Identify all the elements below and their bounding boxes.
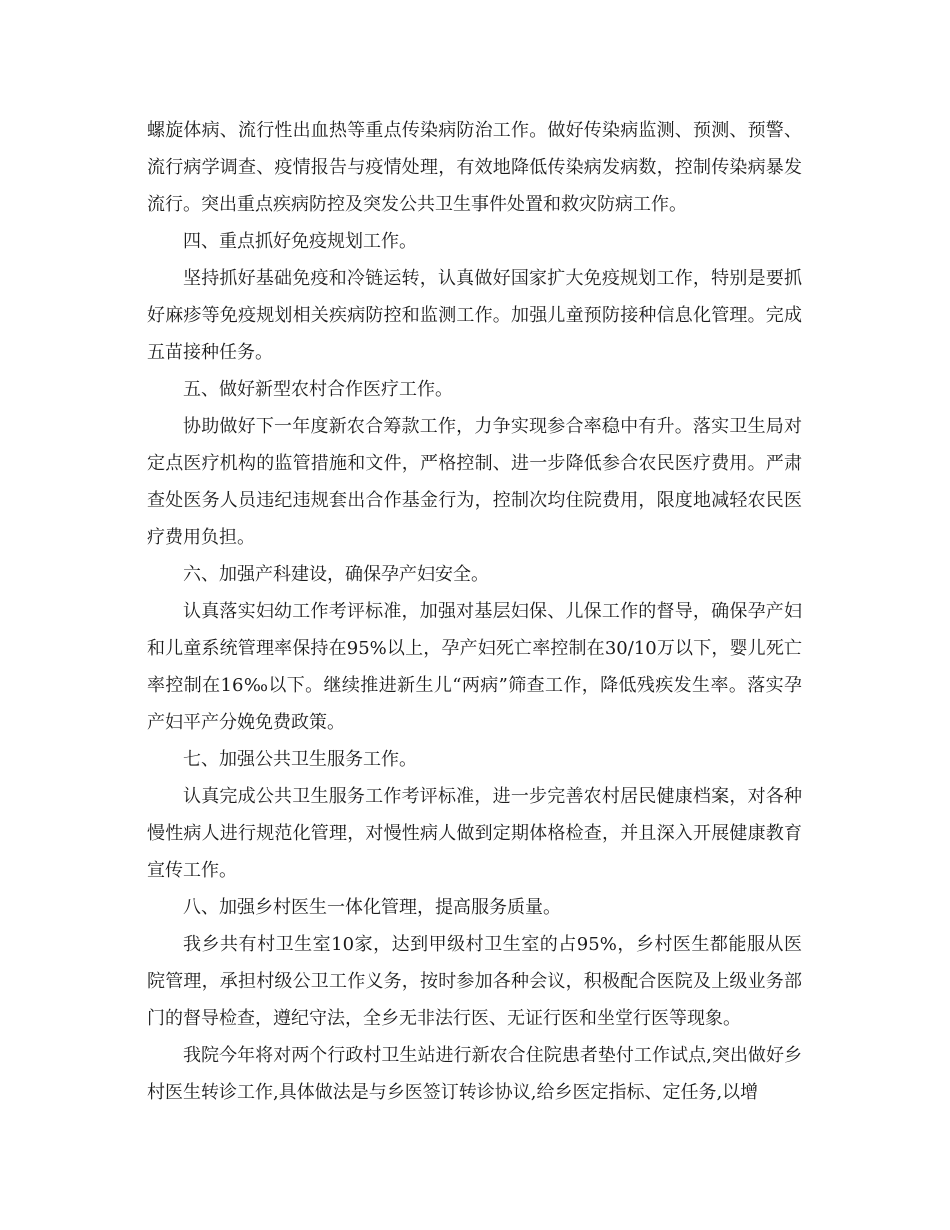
paragraph-rural-cooperative-medical: 协助做好下一年度新农合筹款工作，力争实现参合率稳中有升。落实卫生局对定点医疗机构的监管措施和文件，严格控制、进一步降低参合农民医疗费用。严肃查处医务人员违纪违规套出合作基金行为，控制次均住院费用，限度地减轻农民医疗费用负担。 xyxy=(147,416,802,548)
section-heading-obstetrics: 六、加强产科建设，确保孕产妇安全。 xyxy=(183,564,489,585)
section-heading-public-health: 七、加强公共卫生服务工作。 xyxy=(183,749,417,770)
paragraph-obstetrics: 认真落实妇幼工作考评标准，加强对基层妇保、儿保工作的督导，确保孕产妇和儿童系统管理率保持在95%以上，孕产妇死亡率控制在30/10万以下，婴儿死亡率控制在16‰以下。继续推进新生儿“两病”筛查工作，降低残疾发生率。落实孕产妇平产分娩免费政策。 xyxy=(147,601,802,733)
paragraph-public-health: 认真完成公共卫生服务工作考评标准，进一步完善农村居民健康档案，对各种慢性病人进行规范化管理，对慢性病人做到定期体格检查，并且深入开展健康教育宣传工作。 xyxy=(147,786,802,881)
section-heading-rural-cooperative-medical: 五、做好新型农村合作医疗工作。 xyxy=(183,379,453,400)
section-heading-village-doctors: 八、加强乡村医生一体化管理，提高服务质量。 xyxy=(183,897,561,918)
paragraph-referral-pilot: 我院今年将对两个行政村卫生站进行新农合住院患者垫付工作试点,突出做好乡村医生转诊工作,具体做法是与乡医签订转诊协议,给乡医定指标、定任务,以增 xyxy=(147,1045,802,1103)
document-body xyxy=(147,112,802,1111)
section-heading-immunization: 四、重点抓好免疫规划工作。 xyxy=(183,231,417,252)
paragraph-infectious-disease-continuation: 螺旋体病、流行性出血热等重点传染病防治工作。做好传染病监测、预测、预警、流行病学调查、疫情报告与疫情处理，有效地降低传染病发病数，控制传染病暴发流行。突出重点疾病防控及突发公共卫生事件处置和救灾防病工作。 xyxy=(147,120,802,215)
paragraph-immunization: 坚持抓好基础免疫和冷链运转，认真做好国家扩大免疫规划工作，特别是要抓好麻疹等免疫规划相关疾病防控和监测工作。加强儿童预防接种信息化管理。完成五苗接种任务。 xyxy=(147,268,802,363)
paragraph-village-doctors: 我乡共有村卫生室10家，达到甲级村卫生室的占95%，乡村医生都能服从医院管理，承担村级公卫工作义务，按时参加各种会议，积极配合医院及上级业务部门的督导检查，遵纪守法，全乡无非法行医、无证行医和坐堂行医等现象。 xyxy=(147,934,802,1029)
